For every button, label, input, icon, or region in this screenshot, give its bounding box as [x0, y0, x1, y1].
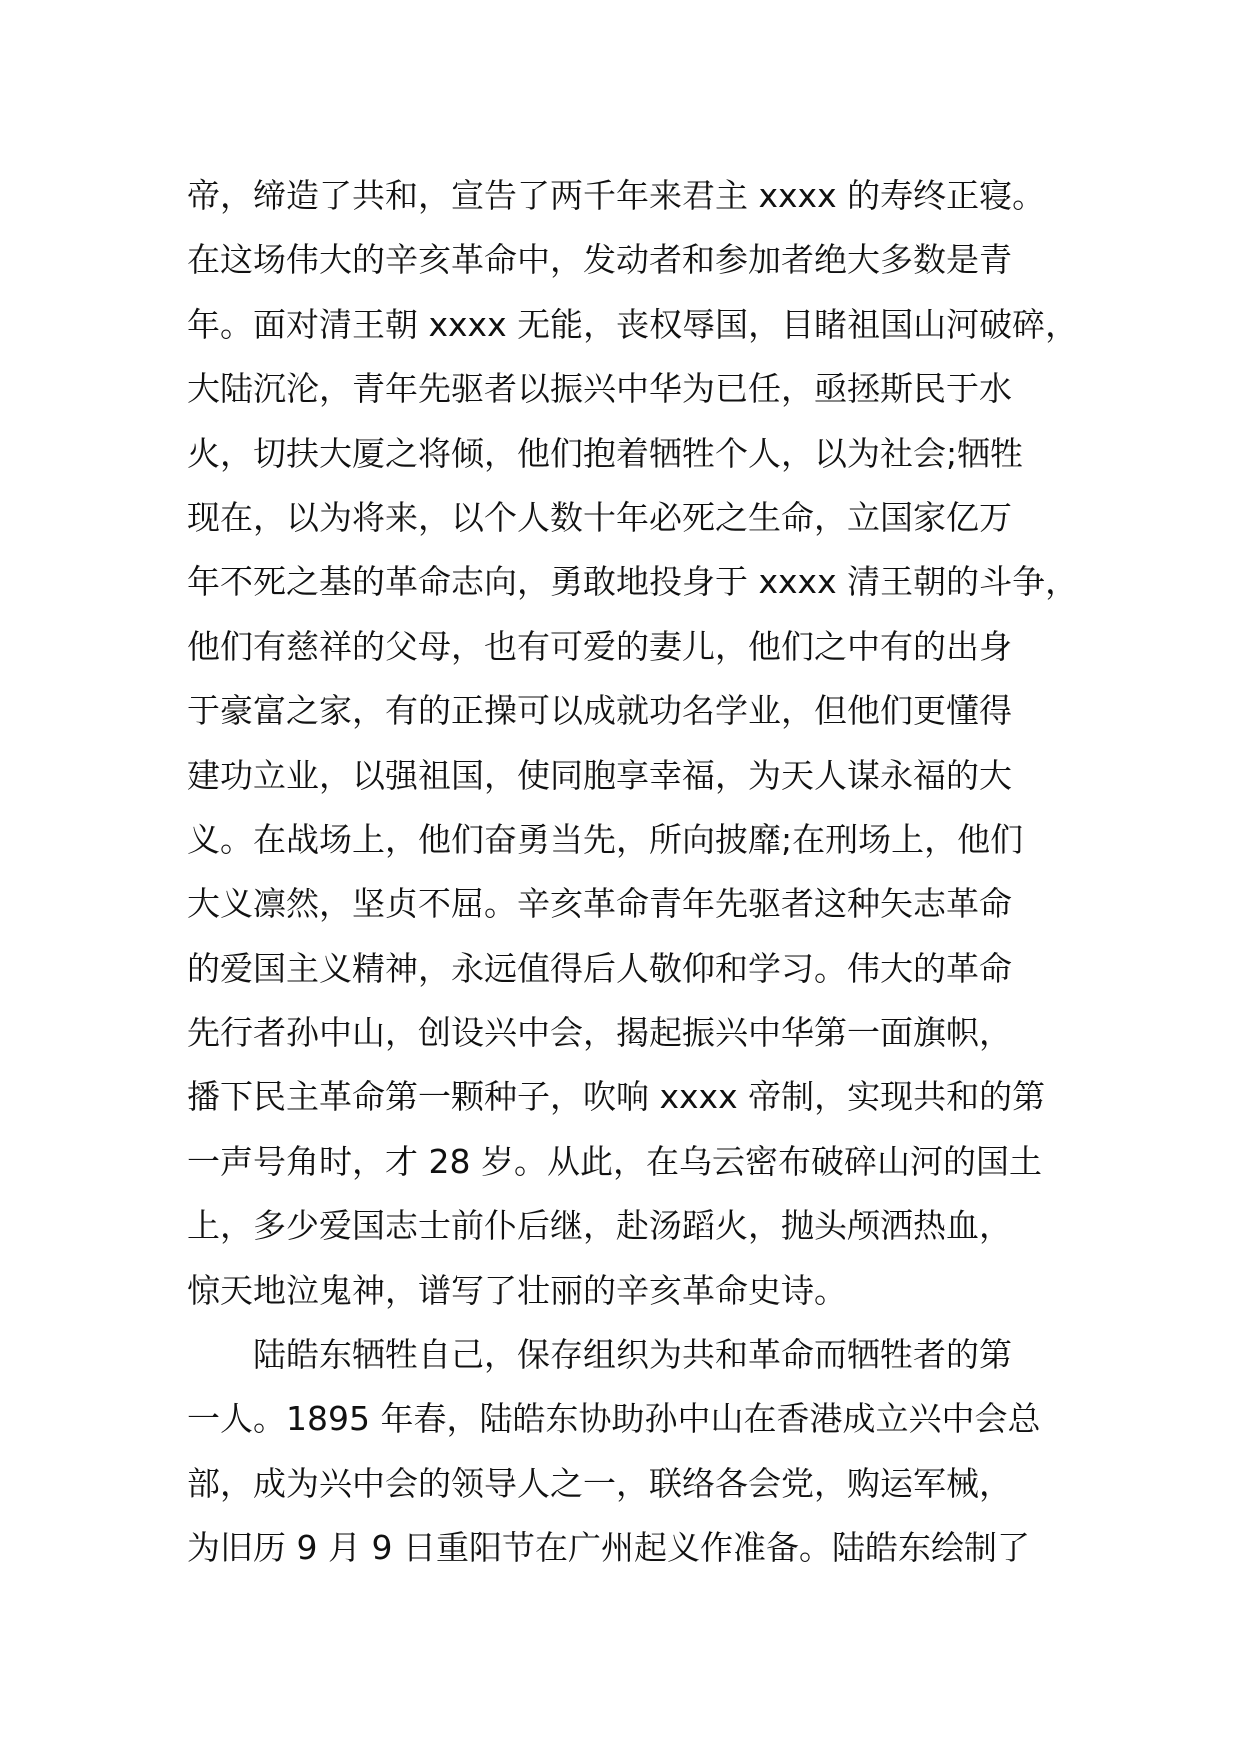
text-line: 年不死之基的革命志向，勇敢地投身于 xxxx 清王朝的斗争， [187, 562, 1079, 602]
text-line: 年。面对清王朝 xxxx 无能，丧权辱国，目睹祖国山河破碎， [187, 304, 1079, 344]
text-line: 部，成为兴中会的领导人之一，联络各会党，购运军械， [187, 1463, 1012, 1503]
text-line: 上，多少爱国志士前仆后继，赴汤蹈火，抛头颅洒热血， [187, 1206, 1012, 1246]
text-line: 惊天地泣鬼神，谱写了壮丽的辛亥革命史诗。 [187, 1270, 847, 1310]
body-text [187, 164, 1087, 1581]
text-line: 帝，缔造了共和，宣告了两千年来君主 xxxx 的寿终正寝。 [187, 176, 1046, 215]
text-line: 他们有慈祥的父母，也有可爱的妻儿，他们之中有的出身 [187, 626, 1012, 666]
text-line: 大陆沉沦，青年先驱者以振兴中华为已任，亟拯斯民于水 [187, 369, 1012, 409]
text-line: 为旧历 9 月 9 日重阳节在广州起义作准备。陆皓东绘制了 [187, 1528, 1030, 1568]
text-line: 现在，以为将来，以个人数十年必死之生命，立国家亿万 [187, 497, 1012, 537]
text-line: 的爱国主义精神，永远值得后人敬仰和学习。伟大的革命 [187, 948, 1012, 988]
text-line: 建功立业，以强祖国，使同胞享幸福，为天人谋永福的大 [187, 755, 1012, 795]
text-line: 义。在战场上，他们奋勇当先，所向披靡;在刑场上，他们 [187, 819, 1024, 859]
text-line: 一声号角时，才 28 岁。从此，在乌云密布破碎山河的国土 [187, 1141, 1042, 1181]
paragraph-start-line: 陆皓东牺牲自己，保存组织为共和革命而牺牲者的第 [187, 1335, 1012, 1375]
text-line: 播下民主革命第一颗种子，吹响 xxxx 帝制，实现共和的第 [187, 1077, 1046, 1117]
text-line: 于豪富之家，有的正操可以成就功名学业，但他们更懂得 [187, 691, 1012, 731]
text-line: 大义凛然，坚贞不屈。辛亥革命青年先驱者这种矢志革命 [187, 884, 1012, 924]
text-line: 先行者孙中山，创设兴中会，揭起振兴中华第一面旗帜， [187, 1013, 1012, 1053]
text-line: 一人。1895 年春，陆皓东协助孙中山在香港成立兴中会总 [187, 1399, 1041, 1439]
text-line: 火，切扶大厦之将倾，他们抱着牺牲个人，以为社会;牺牲 [187, 433, 1024, 473]
text-line: 在这场伟大的辛亥革命中，发动者和参加者绝大多数是青 [187, 240, 1012, 280]
